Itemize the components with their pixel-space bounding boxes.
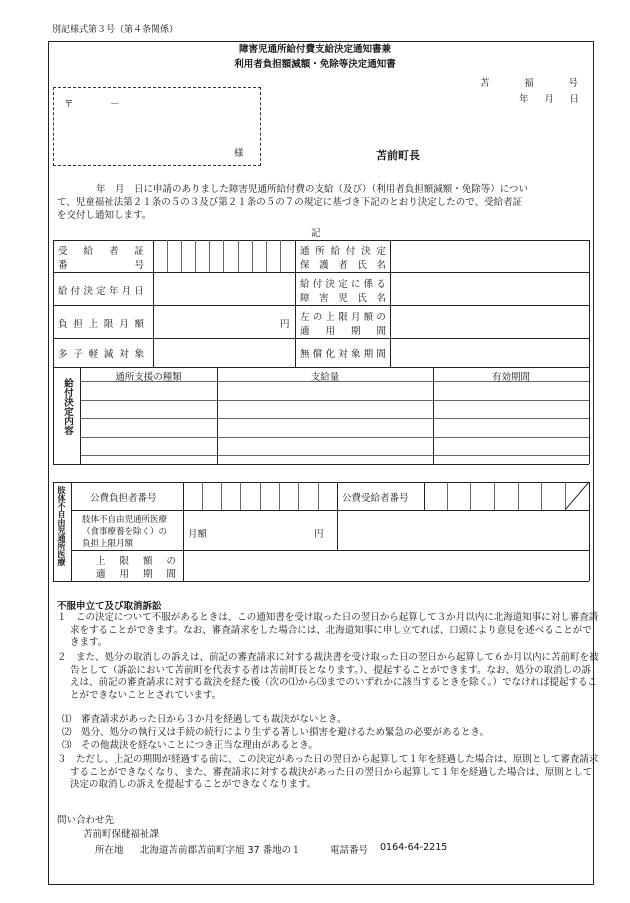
label-decision-guardian-1: 通 所 給 付 決 定 [300,246,386,257]
label-child-1: 給 付 決 定 に 係 る [300,279,386,290]
label-medical-limit-1: 肢体不自由児通所医療 [82,515,168,525]
document-title-line2: 利用者負担額減額・免除等決定通知書 [234,59,396,70]
contact-phone-label: 電話番号 [330,845,369,856]
label-medical-side: 肢体不自由児通所医療 [57,486,66,566]
label-monthly: 月額 [188,529,208,540]
appeal-paragraph-2: ２ また、処分の取消しの訴えは、前記の審査請求に対する裁決書を受け取った日の翌日から起算して６か月以内に苫前町を被告として（訴訟において苫前町を代表する者は苫前町長となります。）、提起することができます。なお、処分の取消しの訴えは、前記の審査請求に対する裁決を経た後（次の⑴から⑶までのいずれかに該当するときを除く。）でなければ提起することができないこととされています。 [57,652,599,701]
contact-address-label: 所在地 [95,845,124,856]
address-box [53,87,261,166]
appeal-item-3: ⑶ その他裁決を経ないことにつき正当な理由があるとき。 [62,740,318,751]
col-valid-period: 有効期間 [491,372,530,383]
label-free-period: 無 償 化 対 象 期 間 [300,349,386,360]
intro-line2: て、児童福祉法第２１条の５の３及び第２１条の５の７の規定に基づき下記のとおり決定したので、受給者証 [57,197,523,208]
label-medical-period-1: 上 限 額 の [96,556,176,567]
contact-address: 北海道苫前郡苫前町字旭 37 番地の１ [140,845,301,856]
label-medical-recipient-no: 公費受給者番号 [342,493,409,504]
label-child-2: 障 害 児 氏 名 [300,293,386,304]
label-decision-guardian-2: 保 護 者 氏 名 [300,260,386,271]
document-number: 苫 福 号 [480,78,578,89]
document-title-line1: 障害児通所給付費支給決定通知書兼 [238,44,391,55]
appeal-paragraph-3: ３ ただし、上記の期間が経過する前に、この決定があった日の翌日から起算して１年を経過した場合は、原則として審査請求することができなくなり、また、審査請求に対する裁決があった日の翌日から起算して１年を経過した場合は、原則として決定の取消しの訴えを提起することができなくなります。 [57,754,599,790]
contact-phone: 0164-64-2215 [380,842,448,853]
label-recipient-no-1: 受 給 者 証 [58,246,144,257]
contact-department: 苫前町保健福祉課 [83,829,160,840]
label-period-1: 左 の 上 限 月 額 の [300,312,386,323]
label-payer-no: 公費負担者番号 [90,493,157,504]
label-medical-period-2: 適 用 期 間 [96,569,176,580]
label-decision-date: 給 付 決 定 年 月 日 [58,286,144,297]
appeal-item-1: ⑴ 審査請求があった日から３か月を経過しても裁決がないとき。 [62,714,347,725]
honorific: 様 [234,148,244,159]
yen-unit: 円 [280,319,290,330]
intro-line3: を交付し通知します。 [57,210,152,221]
issuer: 苫前町長 [376,149,420,162]
appeal-item-2: ⑵ 処分、処分の執行又は手続の続行により生ずる著しい損害を避けるため緊急の必要があるとき。 [62,727,490,738]
postal-mark: 〒 [64,99,74,110]
intro-line1: 年 月 日に申請のありました障害児通所給付費の支給（及び）（利用者負担額減額・免除等）につい [96,184,529,195]
label-medical-limit-3: 負担上限月額 [82,539,134,549]
form-id: 別記様式第３号（第４条関係） [52,25,179,35]
issue-date: 年 月 日 [519,94,579,105]
col-service-type: 通所支援の種類 [115,372,182,383]
contact-heading: 問い合わせ先 [57,815,115,826]
slash-mark [565,482,589,510]
label-limit-monthly: 負 担 上 限 月 額 [58,319,144,330]
medical-yen-unit: 円 [314,529,324,540]
col-amount: 支給量 [310,372,340,383]
appeal-heading: 不服申立て及び取消訴訟 [57,601,162,612]
ki-label: 記 [311,228,321,239]
label-period-2: 適 用 期 間 [300,326,386,337]
label-multi-child: 多 子 軽 減 対 象 [58,349,144,360]
postal-dash: － [110,99,120,110]
label-medical-limit-2: （食事療養を除く）の [82,527,168,537]
appeal-paragraph-1: １ この決定について不服があるときは、この通知書を受け取った日の翌日から起算して３か月以内に北海道知事に対し審査請求をすることができます。なお、審査請求をした場合には、北海道知事に申し立てれば、口頭により意見を述べることができます。 [57,612,599,648]
label-decision-content: 給付決定内容 [62,378,73,435]
label-recipient-no-2: 番 号 [58,260,144,271]
